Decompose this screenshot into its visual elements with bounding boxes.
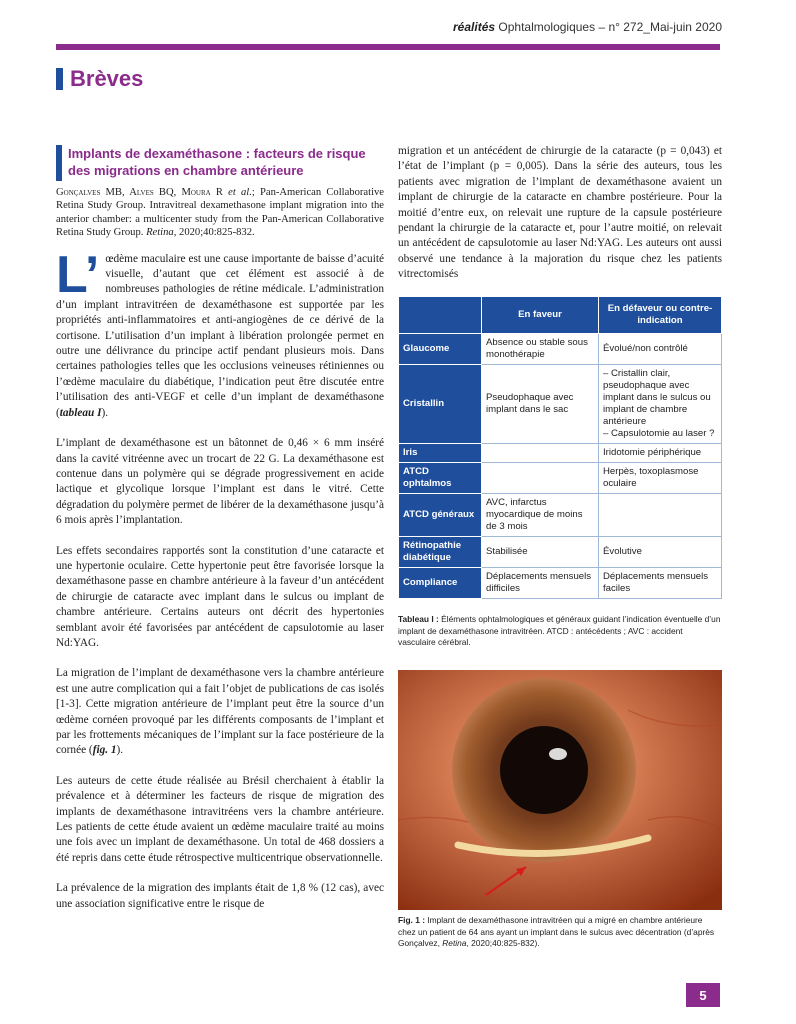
cell-pro: Pseudophaque avec implant dans le sac: [482, 365, 599, 444]
cell-con: Évolué/non contrôlé: [599, 334, 722, 365]
col-header-con: En défaveur ou contre-indication: [599, 297, 722, 334]
left-column: [56, 186, 384, 927]
row-label: Iris: [399, 444, 482, 463]
table-caption: Tableau I : Éléments ophtalmologiques et généraux guidant l’indication éventuelle d’un implant de dexaméthasone intravitréen. ATCD : antécédents ; AVC : accident vasculaire cérébral.: [398, 614, 721, 647]
running-header: [453, 20, 722, 34]
indication-table: [398, 296, 722, 599]
article-title: Implants de dexaméthasone : facteurs de risque des migrations en chambre antérieure: [68, 146, 366, 178]
title-marker: [56, 145, 62, 181]
figure-reference: fig. 1: [92, 744, 117, 757]
article-title-block: [56, 145, 384, 181]
table-row: [399, 365, 722, 444]
table-row: [399, 334, 722, 365]
cell-pro: Déplacements mensuels difficiles: [482, 568, 599, 599]
row-label: ATCD ophtalmos: [399, 463, 482, 494]
cell-pro: AVC, infarctus myocardique de moins de 3 mois: [482, 494, 599, 537]
drop-cap: L’: [56, 245, 100, 304]
page-number: 5: [686, 983, 720, 1007]
section-marker: [56, 68, 63, 90]
table-row: [399, 568, 722, 599]
row-label: Cristallin: [399, 365, 482, 444]
row-label: Rétinopathie diabétique: [399, 537, 482, 568]
section-label: Brèves: [70, 66, 144, 91]
paragraph-2: L’implant de dexaméthasone est un bâtonnet de 0,46 × 6 mm inséré dans la cavité vitréenne avec un trocart de 22 G. La dexaméthasone est contenue dans un polymère qui se dégrade progressivement en acide lactique et glycolique lorsque l’implant est dans le vitré. Cette dégradation du polymère permet de libérer de la dexaméthasone jusqu’à 6 mois après l’implantation.: [56, 437, 384, 527]
article-reference: [56, 186, 384, 240]
cell-pro: Absence ou stable sous monothérapie: [482, 334, 599, 365]
table-row: [399, 463, 722, 494]
ref-authors: Gonçalves MB, Alves BQ, Moura R: [56, 187, 223, 198]
table-reference: tableau I: [59, 406, 102, 419]
cell-pro: [482, 463, 599, 494]
eye-photo: [398, 670, 722, 910]
paragraph-6: La prévalence de la migration des implants était de 1,8 % (12 cas), avec une association significative entre le risque de: [56, 882, 384, 910]
section-title: [56, 66, 143, 92]
table-row: [399, 494, 722, 537]
figure-caption: Fig. 1 : Implant de dexaméthasone intravitréen qui a migré en chambre antérieure chez un patient de 64 ans ayant un implant dans le sulcus avec décentration (d’après Gonçalvez, Retina, 2020;40:825-832).: [398, 915, 715, 948]
issue-info: Ophtalmologiques – n° 272_Mai-juin 2020: [495, 20, 722, 34]
paragraph-7: migration et un antécédent de chirurgie de la cataracte (p = 0,043) et l’état de l’implant (p = 0,005). Dans la série des auteurs, tous les patients avec migration de l’implant de dexaméthasone avaient un implant de chirurgie de la cataracte en chambre postérieure. Pour la moitié d’entre eux, on relevait une rupture de la capsule postérieure pendant la chirurgie de la cataracte et, pour l’autre moitié, on relevait un antécédent de capsulotomie au laser Nd:YAG. Les auteurs ont aussi observé une tendance à la majoration du risque chez les patients vitrectomisés: [398, 145, 722, 281]
table-row: [399, 537, 722, 568]
paragraph-5: Les auteurs de cette étude réalisée au Brésil cherchaient à établir la prévalence et à déterminer les facteurs de risque de migration des implants de dexaméthasone intravitréens vers la chambre antérieure. Les patients de cette étude avaient un œdème maculaire traité au moins une fois avec un implant de dexaméthasone. Un total de 468 dossiers a été repris dans cette étude rétrospective multicentrique observationnelle.: [56, 774, 384, 864]
row-label: ATCD généraux: [399, 494, 482, 537]
cell-pro: [482, 444, 599, 463]
cell-con: Déplacements mensuels faciles: [599, 568, 722, 599]
paragraph-3: Les effets secondaires rapportés sont la constitution d’une cataracte et une hypertonie oculaire. Cette hypertonie peut être favorisée lorsque la dexaméthasone passe en chambre antérieure à la faveur d’un antécédent de chirurgie de cataracte avec implant dans le sulcus ou implant de chambre antérieure. Certains auteurs ont décrit des hypertonies semblant avoir été favorisées par antécédent de capsulotomie au laser Nd:YAG.: [56, 544, 384, 649]
cell-con: – Cristallin clair, pseudophaque avec implant dans le sulcus ou implant de chambre antérieure – Capsulotomie au laser ?: [599, 365, 722, 444]
table-header-row: [399, 297, 722, 334]
col-header-pro: En faveur: [482, 297, 599, 334]
table-corner: [399, 297, 482, 334]
table-row: [399, 444, 722, 463]
cell-con: Herpès, toxoplasmose oculaire: [599, 463, 722, 494]
ref-end: , 2020;40:825-832.: [173, 227, 255, 239]
header-rule: [56, 44, 720, 50]
cell-con: Évolutive: [599, 537, 722, 568]
paragraph-4: La migration de l’implant de dexaméthasone vers la chambre antérieure est une autre complication qui a fait l’objet de publications de cas isolés [1-3]. Cette migration antérieure de l’implant peut être la source d’un œdème cornéen provoqué par les différents composants de l’implant et par les frottements mécaniques de l’implant sur la face postérieure de la cornée (fig. 1).: [56, 667, 384, 757]
journal-name: réalités: [453, 20, 496, 34]
row-label: Glaucome: [399, 334, 482, 365]
right-column-text: [398, 144, 722, 298]
eye-illustration: [398, 670, 722, 910]
ref-journal: Retina: [146, 227, 174, 239]
ref-etal: et al.: [228, 187, 252, 198]
cell-pro: Stabilisée: [482, 537, 599, 568]
cell-con: Iridotomie périphérique: [599, 444, 722, 463]
cell-con: [599, 494, 722, 537]
row-label: Compliance: [399, 568, 482, 599]
paragraph-1: L’ œdème maculaire est une cause importante de baisse d’acuité visuelle, d’autant que cet élément est associé à de nombreuses pathologies de rétine médicale. L’administration d’un implant intravitréen de dexaméthasone est supportée par les propriétés anti-inflammatoires et anti-angiogènes de ce dérivé de la cortisone. L’utilisation d’un implant à libération prolongée permet en outre une délivrance du principe actif pendant plusieurs mois. Dans certaines pathologies telles que les occlusions veineuses rétiniennes ou l’œdème maculaire du diabétique, l’indication peut être discutée entre l’utilisation des anti-VEGF et celle d’un implant de dexaméthasone (tableau I).: [56, 245, 384, 419]
ref-text: ; Pan-American Collaborative Retina Study Group. Intravitreal dexamethasone implant migration into the anterior chamber: a multicenter study from the Pan-American Collaborative Retina Study Group.: [56, 187, 385, 239]
